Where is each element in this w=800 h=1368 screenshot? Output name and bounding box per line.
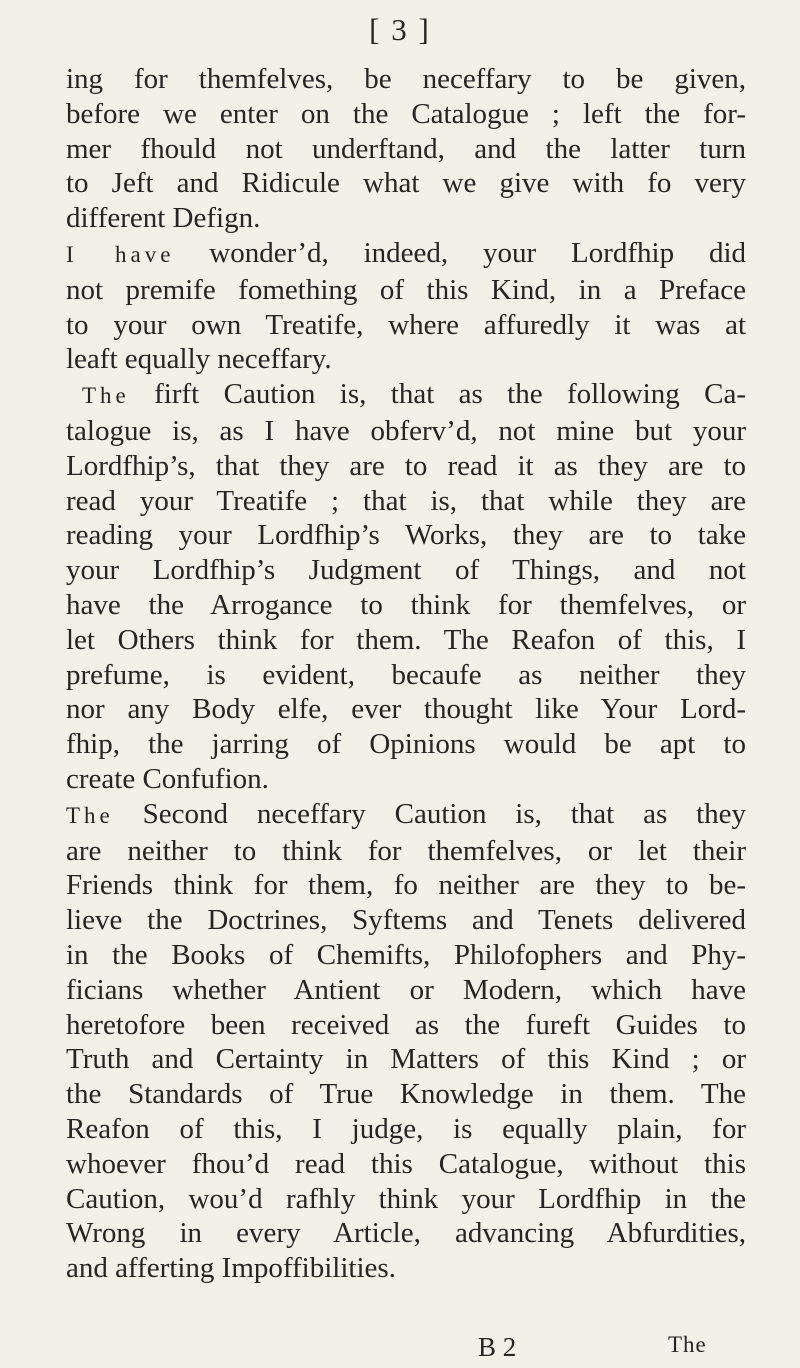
- text-line: your Lordfhip’s Judgment of Things, and not: [66, 554, 746, 587]
- text-line: Reafon of this, I judge, is equally plain, for: [66, 1112, 746, 1145]
- paragraph: [66, 62, 746, 236]
- text-line: heretofore been received as the fureft Guides to: [66, 1008, 746, 1041]
- text-line: are neither to think for themfelves, or let their: [66, 834, 746, 867]
- text-line: create Confufion.: [66, 762, 269, 795]
- text-line: ing for themfelves, be neceffary to be given,: [66, 63, 746, 95]
- signature-mark: B 2: [478, 1332, 517, 1362]
- text-line: before we enter on the Catalogue ; left the for-: [66, 97, 746, 130]
- text-line: nor any Body elfe, ever thought like Your Lord-: [66, 693, 746, 726]
- page-number: [ 3 ]: [369, 12, 431, 47]
- page-footer: [478, 1332, 707, 1363]
- text-line: to your own Treatife, where affuredly it was at: [66, 308, 746, 341]
- text-line-rest: wonder’d, indeed, your Lordfhip did: [209, 236, 747, 269]
- paragraph-lead: The: [82, 383, 130, 409]
- text-line: the Standards of True Knowledge in them. The: [66, 1078, 746, 1111]
- page-body: [66, 62, 746, 1286]
- text-line: lieve the Doctrines, Syftems and Tenets delivered: [66, 904, 746, 937]
- paragraph: [66, 377, 746, 797]
- text-line: have the Arrogance to think for themfelves, or: [66, 588, 746, 621]
- text-line: Wrong in every Article, advancing Abfurdities,: [66, 1217, 746, 1250]
- text-line: Friends think for them, fo neither are they to be-: [66, 869, 746, 902]
- text-line: prefume, is evident, becaufe as neither they: [66, 658, 746, 691]
- text-line: [66, 377, 746, 414]
- text-line: reading your Lordfhip’s Works, they are to take: [66, 519, 746, 552]
- text-line-rest: firft Caution is, that as the following Ca-: [154, 378, 746, 411]
- text-line: ficians whether Antient or Modern, which have: [66, 973, 746, 1006]
- text-line: let Others think for them. The Reafon of this, I: [66, 623, 746, 656]
- catchword: The: [668, 1332, 707, 1357]
- text-line: [66, 236, 746, 273]
- text-line: mer fhould not underftand, and the latter turn: [66, 132, 746, 165]
- text-line: and afferting Impoffibilities.: [66, 1252, 396, 1285]
- text-line: talogue is, as I have obferv’d, not mine but your: [66, 414, 746, 447]
- text-line: leaft equally neceffary.: [66, 343, 332, 376]
- text-line: Truth and Certainty in Matters of this Kind ; or: [66, 1043, 746, 1076]
- text-line: in the Books of Chemifts, Philofophers and Phy-: [66, 938, 746, 971]
- text-line: fhip, the jarring of Opinions would be apt to: [66, 728, 746, 761]
- text-line: not premife fomething of this Kind, in a Preface: [66, 273, 746, 306]
- text-line-rest: Second neceffary Caution is, that as they: [142, 797, 746, 830]
- paragraph: [66, 797, 746, 1286]
- text-line: read your Treatife ; that is, that while they are: [66, 484, 746, 517]
- text-line: Caution, wou’d rafhly think your Lordfhip in the: [66, 1182, 746, 1215]
- text-line: Lordfhip’s, that they are to read it as they are to: [66, 449, 746, 482]
- text-line: [66, 797, 746, 834]
- paragraph-lead: The: [66, 802, 114, 828]
- text-line: different Defign.: [66, 202, 261, 235]
- text-line: whoever fhou’d read this Catalogue, without this: [66, 1147, 746, 1180]
- paragraph-lead: I have: [66, 241, 175, 267]
- text-line: to Jeft and Ridicule what we give with fo very: [66, 167, 746, 200]
- paragraph: [66, 236, 746, 377]
